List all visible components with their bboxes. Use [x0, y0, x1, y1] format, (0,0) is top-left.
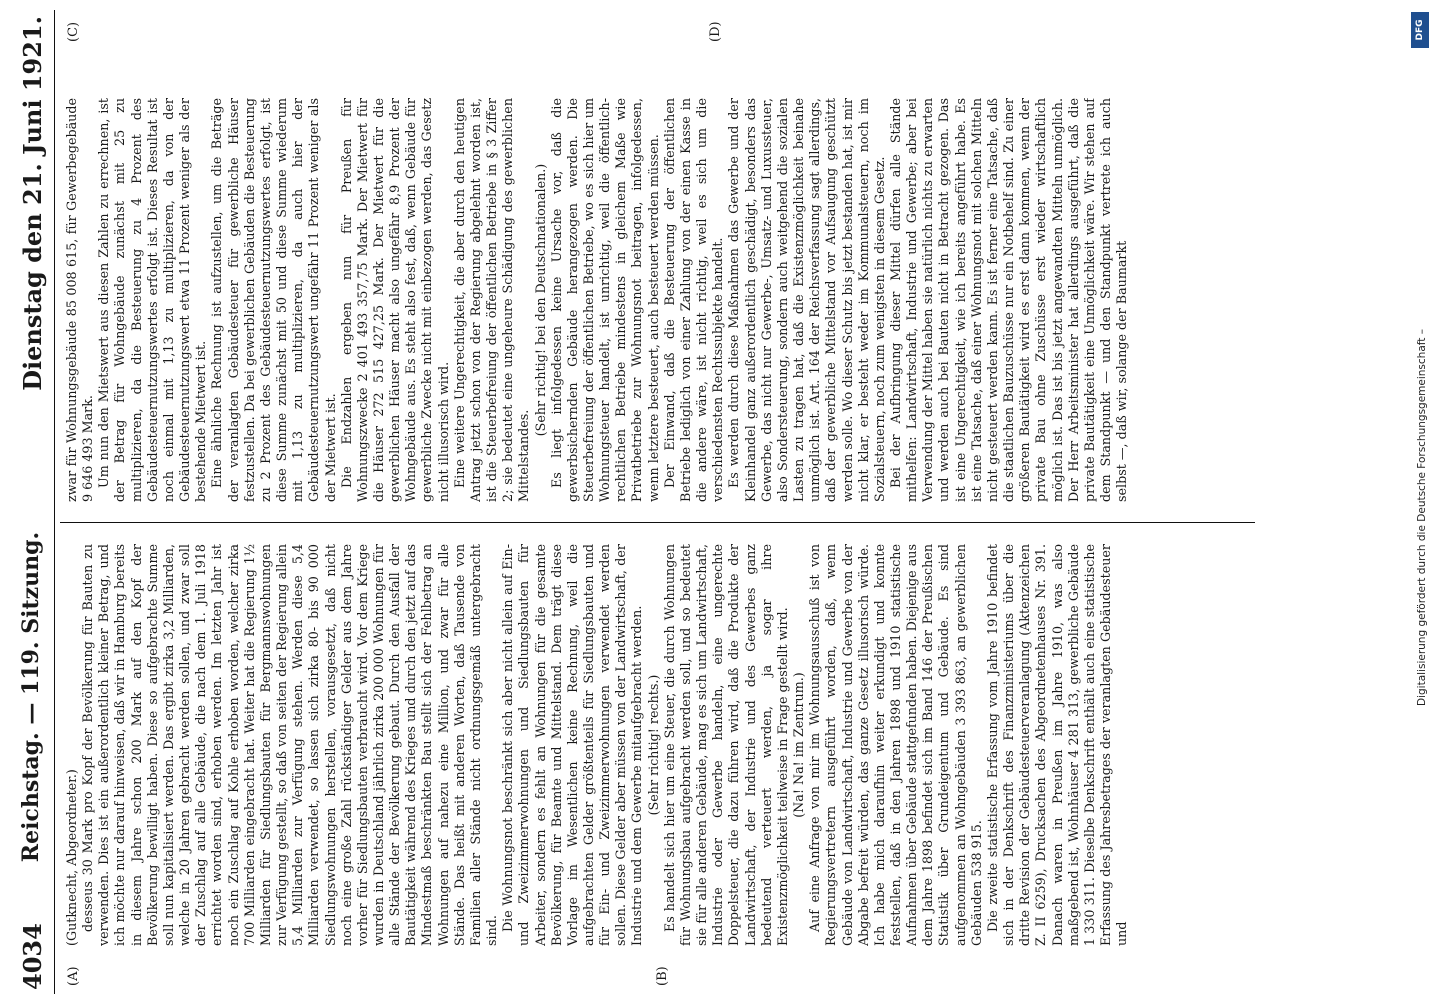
paragraph: desseus 30 Mark pro Kopf der Bevölkerung für Bauten zu verwenden. Dies ist ein außerordentlich kleiner Betrag, und ich möchte nur darauf hinweisen, daß wir in Hamburg bereits in diesem Jahre schon 200 Mark auf den Kopf der Bevölkerung bewilligt haben. Diese so aufgebrachte Summe soll nun kapitalisiert werden. Das ergibt zirka 3,2 Milliarden, welche in 20 Jahren gebracht werden sollen, und zwar soll der Zuschlag auf alle Gebäude, die nach dem 1. Juli 1918 errichtet worden sind, erhoben werden. Im letzten Jahr ist noch ein Zuschlag auf Kohle erhoben worden, welcher zirka 700 Milliarden eingebracht hat. Weiter hat die Regierung 1½ Milliarden für Siedlungsbauten für Bergmannswohnungen zur Verfügung gestellt, so daß von seiten der Regierung allein 5,4 Milliarden zur Verfügung stehen. Werden diese 5,4 Milliarden verwendet, so lassen sich zirka 80- bis 90 000 Siedlungswohnungen herstellen, vorausgesetzt, daß nicht noch eine große Zahl rückständiger Gelder aus dem Jahre vorher für Siedlungsbauten verbraucht wird. Vor dem Kriege wurden in Deutschland jährlich zirka 200 000 Wohnungen für alle Stände der Bevölkerung gebaut. Durch den Ausfall der Bautätigkeit während des Krieges und durch den jetzt auf das Mindestmaß beschränkten Bau stellt sich der Fehlbetrag an Wohnungen auf nahezu eine Million, und zwar für alle Stände. Das heißt mit anderen Worten, daß Tausende von Familien aller Stände nicht ordnungsgemäß untergebracht sind. [80, 544, 500, 946]
margin-marker-b: (B) [655, 966, 670, 986]
paragraph: zwar für Wohnungsgebäude 85 008 615, für Gewerbegebäude 9 646 493 Mark. [64, 98, 96, 502]
session-title: Reichstag. — 119. Sitzung. [18, 531, 44, 863]
paragraph: Die Wohnungsnot beschränkt sich aber nicht allein auf Ein- und Zweizimmerwohnungen und Siedlungsbauten für Arbeiter, sondern es fehlt an Wohnungen für die gesamte Bevölkerung, für Beamte und Mittelstand. Dem trägt diese Vorlage im Wesentlichen keine Rechnung, weil die aufgebrachten Gelder größtenteils für Siedlungsbauten und für Ein- und Zweizimmerwohnungen verwendet werden sollen. Diese Gelder aber müssen von der Landwirtschaft, der Industrie und dem Gewerbe mitaufgebracht werden. [500, 544, 645, 946]
paragraph: Der Einwand, daß die Besteuerung der öffentlichen Betriebe lediglich von einer Zahlung von der einen Kasse in die andere wäre, ist nicht richtig, weil es sich um die verschiedensten Rechtssubjekte handelt. [661, 98, 726, 502]
right-text-column [64, 98, 1254, 502]
paragraph: Es handelt sich hier um eine Steuer, die durch Wohnungen für Wohnungsbau aufgebracht werden soll, und so bedeutet sie für alle anderen Gebäude, mag es sich um Landwirtschaft, Industrie oder Gewerbe handeln, eine ungerechte Doppelsteuer, die dazu führen wird, daß die Produkte der Landwirtschaft, der Industrie und des Gewerbes ganz bedeutend verteuert werden, ja sogar ihre Existenzmöglichkeit teilweise in Frage gestellt wird. [661, 544, 790, 946]
margin-marker-a: (A) [66, 966, 81, 986]
paragraph: Die zweite statistische Erfassung vom Jahre 1910 befindet sich in der Denkschrift des Finanzministeriums über die dritte Revision der Gebäudesteuerveranlagung (Aktenzeichen Z. II 6259), Drucksachen des Abgeordnetenhauses Nr. 391. Danach waren in Preußen im Jahre 1910, was also maßgebend ist, Wohnhäuser 4 281 313, gewerbliche Gebäude 1 330 311. Dieselbe Denkschrift enthält auch eine statistische Erfassung des Jahresbetrages der veranlagten Gebäudesteuer und [984, 544, 1130, 946]
margin-marker-c: (C) [66, 21, 81, 42]
column-divider [60, 522, 1255, 523]
interjection: (Sehr richtig! bei den Deutschnationalen.) [532, 163, 548, 437]
paragraph: Bei der Aufbringung dieser Mittel dürfen alle Stände mithelfen: Landwirtschaft, Industrie und Gewerbe; aber bei Verwendung der Mittel haben sie natürlich nichts zu erwarten und werden auch bei Bauten nicht in Betracht gezogen. Das ist eine Ungerechtigkeit, wie ich bereits angeführt habe. Es ist eine Tatsache, daß einer Wohnungsnot mit solchen Mitteln nicht gesteuert werden kann. Es ist ferner eine Tatsache, daß die staatlichen Bauzuschüsse nur ein Notbehelf sind. Zu einer größeren Bautätigkeit wird es erst dann kommen, wenn der private Bau ohne Zuschüsse erst wieder wirtschaftlich möglich ist. Das ist bis jetzt angewandten Mitteln unmöglich. Der Herr Arbeitsminister hat allerdings ausgeführt, daß die private Bautätigkeit eine Unmöglichkeit wäre. Wir stehen auf dem Standpunkt — und den Standpunkt vertrete ich auch selbst —, daß wir, solange der Baumarkt [887, 98, 1130, 502]
speaker-attribution: (Gutknecht, Abgeordneter.) [64, 769, 79, 946]
funding-note: Digitalisierung gefördert durch die Deutsche Forschungsgemeinschaft – [1416, 329, 1428, 706]
paragraph: Um nun den Mietswert aus diesen Zahlen zu errechnen, ist der Betrag für Wohngebäude zunächst mit 25 zu multiplizieren, da die Besteuerung zu 4 Prozent des Gebäudesteuernutzungswertes erfolgt ist. Dieses Resultat ist noch einmal mit 1,13 zu multiplizieren, da von der Gebäudesteuernutzungswert etwa 11 Prozent weniger als der bestehende Mietwert ist. [96, 98, 209, 502]
digitization-stamp [1410, 6, 1430, 994]
paragraph: Auf eine Anfrage von mir im Wohnungsausschuß ist von Regierungsvertretern ausgeführt worden, daß, wenn Gebäude von Landwirtschaft, Industrie und Gewerbe von der Abgabe befreit würden, das ganze Gesetz illusorisch würde. Ich habe mich daraufhin weiter erkundigt und konnte feststellen, daß in den Jahren 1898 und 1910 statistische Aufnahmen über Gebäude stattgefunden haben. Diejenige aus dem Jahre 1898 befindet sich im Band 146 der Preußischen Statistik über Grundeigentum und Gebäude. Es sind aufgenommen an Wohngebäuden 3 393 863, an gewerblichen Gebäuden 538 915. [807, 544, 984, 946]
left-text-column [64, 544, 1254, 946]
paragraph: Eine weitere Ungerechtigkeit, die aber durch den heutigen Antrag jetzt schon von der Regierung abgelehnt worden ist, ist die Steuerbefreiung der öffentlichen Betriebe in § 3 Ziffer 2; sie bedeutet eine ungeheure Schädigung des gewerblichen Mittelstandes. [451, 98, 532, 502]
session-date: Dienstag den 21. Juni 1921. [18, 16, 47, 391]
interjection: (Na! Na! im Zentrum.) [791, 672, 807, 818]
paragraph: Es liegt infolgedessen keine Ursache vor, daß die gewerbsichernden Gebäude herangezogen werden. Die Steuerbefreiung der öffentlichen Betriebe, wo es sich hier um Wohnungsteuer handelt, ist unrichtig, weil die öffentlich-rechtlichen Betriebe mindestens in gleichem Maße wie Privatbetriebe zur Wohnungsnot beitragen, infolgedessen, wenn letztere besteuert, auch besteuert werden müssen. [548, 98, 661, 502]
paragraph: Es werden durch diese Maßnahmen das Gewerbe und der Kleinhandel ganz außerordentlich geschädigt, besonders das Gewerbe, das nicht nur Gewerbe-, Umsatz- und Luxussteuer, also Sondersteuerung, sondern auch weitgehend die sozialen Lasten zu tragen hat, daß die Existenzmöglichkeit beinahe unmöglich ist. Art. 164 der Reichsverfassung sagt allerdings, daß der gewerbliche Mittelstand vor Aufsaugung geschützt werden solle. Wo dieser Schutz bis jetzt bestanden hat, ist mir nicht klar, er besteht weder im Kommunalsteuern, noch im Sozialsteuern, noch zum wenigsten in diesem Gesetz. [726, 98, 887, 502]
page-header [8, 10, 55, 994]
margin-marker-d: (D) [708, 21, 723, 42]
interjection: (Sehr richtig! rechts.) [645, 674, 661, 816]
dfg-logo: DFG [1411, 12, 1429, 48]
paragraph: Eine ähnliche Rechnung ist aufzustellen, um die Beträge der veranlagten Gebäudesteuer für gewerbliche Häuser festzustellen. Da bei gewerblichen Gebäuden die Besteuerung zu 2 Prozent des Gebäudesteuernutzungswertes erfolgt, ist diese Summe zunächst mit 50 und diese Summe wiederum mit 1,13 zu multiplizieren, da auch hier der Gebäudesteuernutzungswert ungefähr 11 Prozent weniger als der Mietwert ist. [209, 98, 338, 502]
paragraph: Die Endzahlen ergeben nun für Preußen für Wohnungszwecke 2 401 493 357,75 Mark. Der Mietwert für die Häuser 272 515 427,25 Mark. Der Mietwert für die gewerblichen Häuser macht also ungefähr 8,9 Prozent der Wohngebäude aus. Es steht also fest, daß, wenn Gebäude für gewerbliche Zwecke nicht mit einbezogen werden, das Gesetz nicht illusorisch wird. [338, 98, 451, 502]
page-number: 4034 [18, 923, 47, 990]
